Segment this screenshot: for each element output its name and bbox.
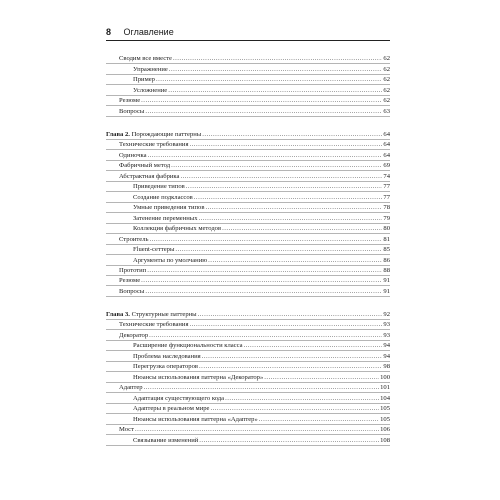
toc-entry-text: Перегрузка операторов <box>133 363 199 371</box>
dot-leader <box>198 310 383 319</box>
toc-entry-title <box>119 140 189 149</box>
toc-entry-title <box>133 394 224 403</box>
toc-entry-title <box>106 130 201 139</box>
toc-page-number: 80 <box>383 225 390 233</box>
toc-entry[interactable] <box>106 150 390 160</box>
running-title: Оглавление <box>123 27 174 37</box>
toc-entry-title <box>119 151 147 160</box>
dot-leader <box>202 130 382 139</box>
dot-leader <box>150 235 383 244</box>
toc-entry[interactable] <box>106 64 390 74</box>
dot-leader <box>190 140 383 149</box>
toc-entry-text: Строитель <box>119 235 149 243</box>
toc-page-number: 106 <box>380 426 390 434</box>
dot-leader <box>194 193 383 202</box>
toc-entry[interactable] <box>106 106 390 116</box>
toc-entry[interactable] <box>106 54 390 64</box>
toc-page-number: 62 <box>383 86 390 94</box>
dot-leader <box>202 352 383 361</box>
toc-entry-text: Адаптеры в реальном мире <box>133 405 210 413</box>
toc-page-number: 94 <box>383 342 390 350</box>
toc-entry[interactable] <box>106 161 390 171</box>
toc-entry[interactable] <box>106 362 390 372</box>
toc-entry-title <box>133 182 185 191</box>
dot-leader <box>141 276 382 285</box>
toc-page-number: 77 <box>383 183 390 191</box>
toc-page-number: 77 <box>383 193 390 201</box>
toc-entry-title <box>119 107 144 116</box>
dot-leader <box>145 107 382 116</box>
toc-entry-text: Пример <box>133 76 155 84</box>
toc-page-number: 108 <box>380 436 390 444</box>
dot-leader <box>205 203 382 212</box>
toc-page-number: 104 <box>380 394 390 402</box>
toc-entry[interactable] <box>106 171 390 181</box>
toc-entry[interactable] <box>106 245 390 255</box>
dot-leader <box>148 151 383 160</box>
toc-page-number: 91 <box>383 277 390 285</box>
dot-leader <box>199 214 383 223</box>
toc-entry-text: Вопросы <box>119 287 145 295</box>
toc-entry-title <box>133 214 198 223</box>
toc-page-number: 69 <box>383 162 390 170</box>
dot-leader <box>144 383 380 392</box>
toc-chapter-entry[interactable] <box>106 129 390 139</box>
toc-entry-title <box>119 331 148 340</box>
toc-entry[interactable] <box>106 182 390 192</box>
toc-page-number: 64 <box>383 151 390 159</box>
toc-entry-text: Порождающие паттерны <box>131 130 202 138</box>
toc-entry-title <box>119 161 170 170</box>
toc-entry-text: Технические требования <box>119 321 189 329</box>
toc-entry-text: Мост <box>119 426 134 434</box>
toc-entry-title <box>133 352 201 361</box>
toc-page-number: 63 <box>383 107 390 115</box>
toc-entry[interactable] <box>106 330 390 340</box>
toc-page-number: 62 <box>383 55 390 63</box>
toc-entry[interactable] <box>106 320 390 330</box>
toc-entry-text: Проблема наследования <box>133 352 201 360</box>
toc-entry-text: Декоратор <box>119 331 149 339</box>
toc-entry-text: Одиночка <box>119 151 147 159</box>
toc-entry-title <box>133 256 207 265</box>
toc-entry-text: Упражнение <box>133 65 168 73</box>
toc-entry[interactable] <box>106 213 390 223</box>
toc-entry-title <box>119 235 149 244</box>
toc-entry-title <box>133 436 198 445</box>
toc-page-number: 92 <box>383 310 390 318</box>
toc-entry[interactable] <box>106 414 390 424</box>
dot-leader <box>210 404 379 413</box>
toc-page-number: 62 <box>383 76 390 84</box>
toc-entry-text: Fluent-сеттеры <box>133 246 175 254</box>
dot-leader <box>259 415 379 424</box>
toc-entry[interactable] <box>106 266 390 276</box>
toc-entry[interactable] <box>106 203 390 213</box>
toc-entry-title <box>119 383 143 392</box>
toc-entry-title <box>133 341 243 350</box>
page-number: 8 <box>106 27 112 37</box>
dot-leader <box>156 75 382 84</box>
dot-leader <box>175 245 382 254</box>
dot-leader <box>168 86 382 95</box>
toc-page-number: 91 <box>383 287 390 295</box>
dot-leader <box>141 96 382 105</box>
dot-leader <box>186 182 383 191</box>
toc-entry[interactable] <box>106 224 390 234</box>
toc-entry-text: Нюансы использования паттерна «Адаптер» <box>133 415 258 423</box>
dot-leader <box>208 256 382 265</box>
toc-entry-text: Вопросы <box>119 107 145 115</box>
page-header <box>106 26 390 41</box>
toc-entry[interactable] <box>106 75 390 85</box>
toc-entry-text: Аргументы по умолчанию <box>133 256 208 264</box>
toc-page-number: 81 <box>383 235 390 243</box>
toc-page-number: 64 <box>383 141 390 149</box>
toc-entry-title <box>119 320 189 329</box>
dot-leader <box>135 425 379 434</box>
toc-entry-title <box>119 172 179 181</box>
toc-entry[interactable] <box>106 85 390 95</box>
dot-leader <box>222 224 382 233</box>
toc-page-number: 101 <box>380 384 390 392</box>
toc-entry-title <box>119 96 140 105</box>
toc-entry-text: Абстрактная фабрика <box>119 172 180 180</box>
toc-entry-title <box>119 54 172 63</box>
toc-page-number: 62 <box>383 97 390 105</box>
dot-leader <box>169 65 383 74</box>
toc-entry-text: Технические требования <box>119 141 189 149</box>
toc-entry-text: Фабричный метод <box>119 162 171 170</box>
toc-entry-text: Сводим все вместе <box>119 55 172 63</box>
dot-leader <box>264 373 379 382</box>
toc-entry-title <box>133 203 204 212</box>
toc-entry[interactable] <box>106 276 390 286</box>
toc-entry-text: Усложнение <box>133 86 168 94</box>
toc-entry[interactable] <box>106 140 390 150</box>
toc-entry-title <box>133 245 174 254</box>
toc-page-number: 93 <box>383 321 390 329</box>
toc-entry-text: Умные приведения типов <box>133 204 205 212</box>
toc-entry-text: Затенение переменных <box>133 214 198 222</box>
toc-page-number: 93 <box>383 331 390 339</box>
toc-entry-title <box>133 65 168 74</box>
toc-entry-title <box>133 75 155 84</box>
toc-entry-title <box>133 404 209 413</box>
section-gap <box>106 117 390 130</box>
dot-leader <box>225 394 379 403</box>
toc-entry[interactable] <box>106 372 390 382</box>
toc-entry-title <box>133 193 193 202</box>
dot-leader <box>180 172 382 181</box>
dot-leader <box>199 362 382 371</box>
toc-entry[interactable] <box>106 425 390 435</box>
toc-entry-title <box>119 276 140 285</box>
toc-page-number: 98 <box>383 363 390 371</box>
toc-page-number: 64 <box>383 130 390 138</box>
toc-entry-title <box>133 415 258 424</box>
toc-entry-text: Нюансы использования паттерна «Декоратор» <box>133 373 264 381</box>
toc-entry[interactable] <box>106 383 390 393</box>
chapter-number: Глава 2. <box>106 130 130 138</box>
toc-chapter-entry[interactable] <box>106 310 390 320</box>
toc-entry-text: Прототип <box>119 266 147 274</box>
toc-entry[interactable] <box>106 255 390 265</box>
toc-page-number: 105 <box>380 405 390 413</box>
toc-entry-title <box>119 266 146 275</box>
dot-leader <box>145 287 382 296</box>
toc-entry-text: Создание подклассов <box>133 193 193 201</box>
toc-entry-text: Приведение типов <box>133 183 185 191</box>
toc-entry-text: Структурные паттерны <box>131 310 197 318</box>
dot-leader <box>149 331 382 340</box>
toc-entry-title <box>106 310 197 319</box>
toc-entry[interactable] <box>106 404 390 414</box>
chapter-number: Глава 3. <box>106 310 130 318</box>
toc-entry[interactable] <box>106 341 390 351</box>
toc-entry-title <box>133 362 198 371</box>
toc-page-number: 88 <box>383 266 390 274</box>
dot-leader <box>173 54 382 63</box>
toc-entry-text: Резюме <box>119 97 141 105</box>
toc-entry[interactable] <box>106 351 390 361</box>
section-gap <box>106 297 390 310</box>
toc-entry-text: Коллекция фабричных методов <box>133 225 222 233</box>
dot-leader <box>244 341 383 350</box>
toc-entry-title <box>133 373 263 382</box>
toc-entry-text: Адаптация существующего кода <box>133 394 225 402</box>
toc-entry[interactable] <box>106 96 390 106</box>
toc-page-number: 74 <box>383 172 390 180</box>
toc-entry-text: Расширение функциональности класса <box>133 342 243 350</box>
dot-leader <box>190 320 383 329</box>
toc-page-number: 86 <box>383 256 390 264</box>
toc-page-number: 79 <box>383 214 390 222</box>
toc-entry-title <box>133 224 221 233</box>
toc-entry-text: Адаптер <box>119 384 143 392</box>
toc-entry-text: Связывание изменений <box>133 436 199 444</box>
toc-entry-title <box>119 425 134 434</box>
toc-entry[interactable] <box>106 234 390 244</box>
toc-entry-text: Резюме <box>119 277 141 285</box>
toc-page-number: 105 <box>380 415 390 423</box>
table-of-contents <box>106 54 390 446</box>
dot-leader <box>199 436 379 445</box>
toc-entry[interactable] <box>106 393 390 403</box>
toc-entry[interactable] <box>106 286 390 296</box>
dot-leader <box>147 266 382 275</box>
toc-page-number: 100 <box>380 373 390 381</box>
toc-entry-title <box>133 86 167 95</box>
toc-entry-title <box>119 287 144 296</box>
toc-page-number: 85 <box>383 246 390 254</box>
dot-leader <box>171 161 382 170</box>
toc-entry[interactable] <box>106 192 390 202</box>
toc-page-number: 78 <box>383 204 390 212</box>
toc-entry[interactable] <box>106 435 390 445</box>
toc-page-number: 62 <box>383 65 390 73</box>
toc-page-number: 94 <box>383 352 390 360</box>
